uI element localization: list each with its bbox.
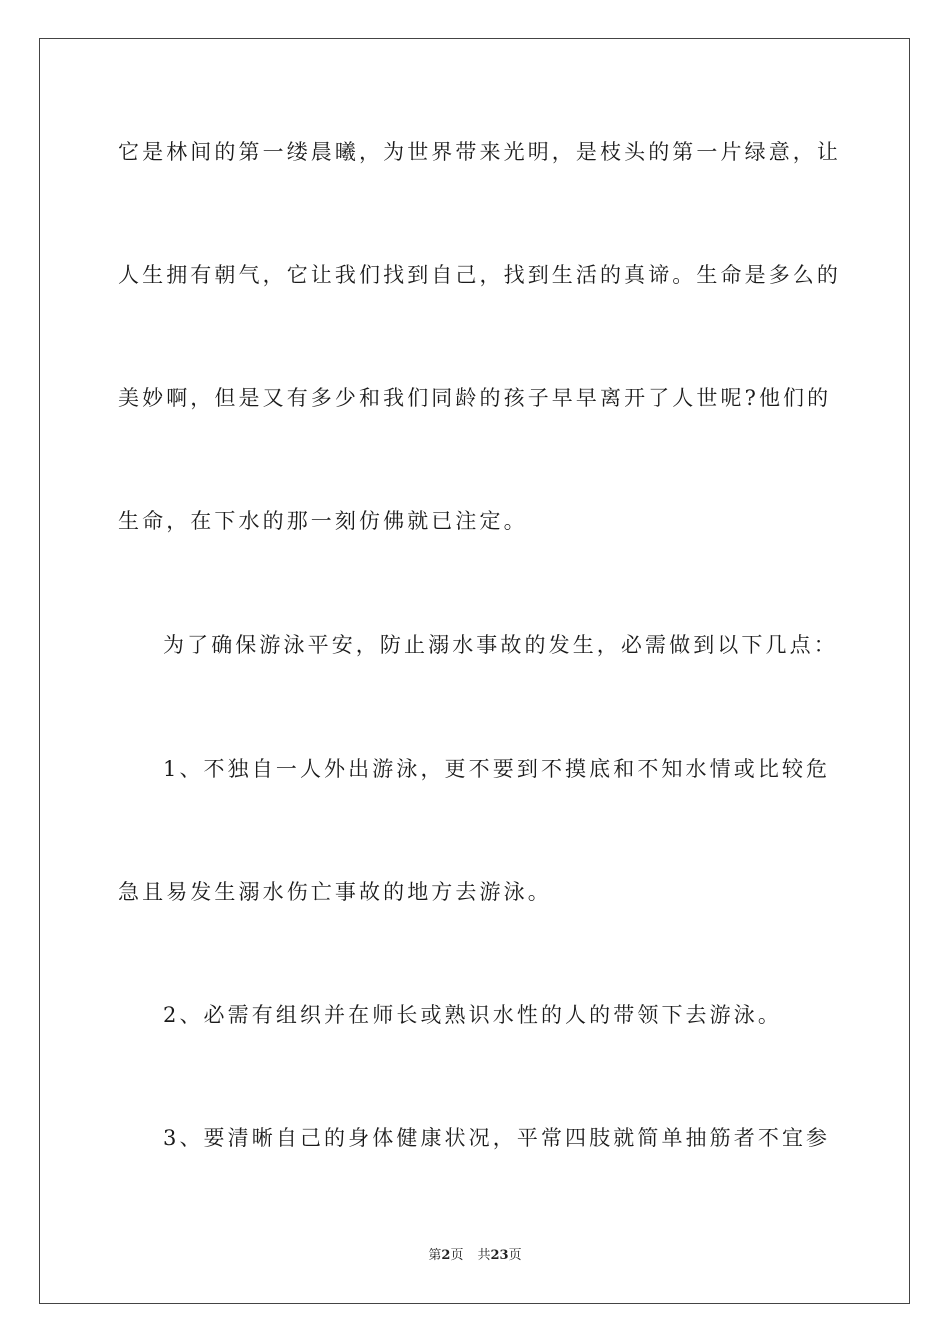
- footer-total-prefix: 共: [477, 1248, 491, 1263]
- list-item-3-line-1: 3、要清晰自己的身体健康状况，平常四肢就简单抽筋者不宜参: [163, 1126, 831, 1150]
- page-border: [39, 38, 910, 1304]
- list-item-1-line-1: 1、不独自一人外出游泳，更不要到不摸底和不知水情或比较危: [163, 757, 831, 781]
- list-item-1-line-2: 急且易发生溺水伤亡事故的地方去游泳。: [118, 880, 552, 904]
- body-line-3: 美妙啊，但是又有多少和我们同龄的孩子早早离开了人世呢?他们的: [118, 386, 832, 410]
- body-line-4: 生命，在下水的那一刻仿佛就已注定。: [118, 509, 528, 533]
- footer-page-suffix: 页: [450, 1248, 464, 1263]
- body-line-2: 人生拥有朝气，它让我们找到自己，找到生活的真谛。生命是多么的: [118, 263, 841, 287]
- body-line-1: 它是林间的第一缕晨曦，为世界带来光明，是枝头的第一片绿意，让: [118, 140, 841, 164]
- footer-total-suffix: 页: [508, 1248, 522, 1263]
- body-line-5: 为了确保游泳平安，防止溺水事故的发生，必需做到以下几点：: [163, 633, 838, 657]
- list-item-2: 2、必需有组织并在师长或熟识水性的人的带领下去游泳。: [163, 1003, 782, 1027]
- footer-total-pages: 23: [490, 1248, 509, 1263]
- footer-page-prefix: 第: [428, 1248, 442, 1263]
- page-footer: [0, 1247, 950, 1265]
- footer-page-number: 2: [441, 1248, 451, 1263]
